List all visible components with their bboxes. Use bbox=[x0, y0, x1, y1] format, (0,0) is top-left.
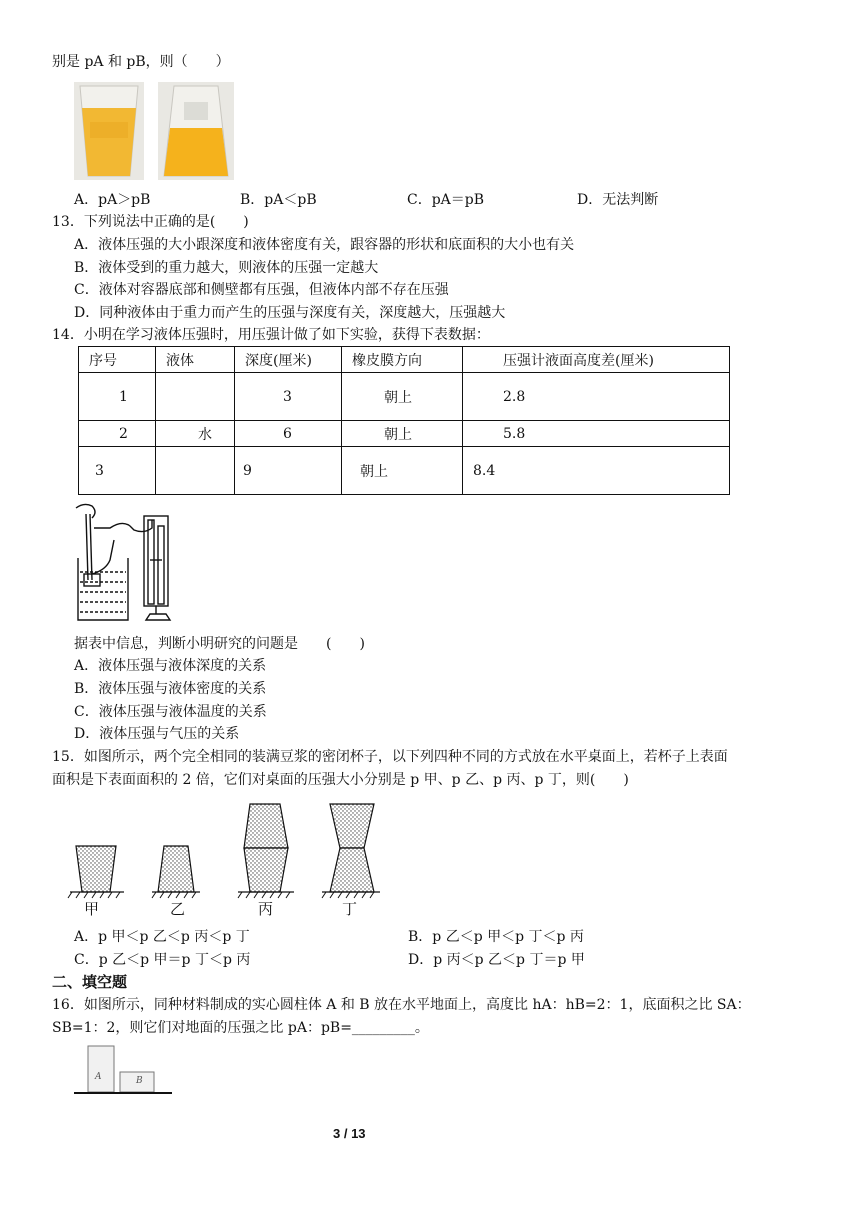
q12-stem-tail: 别是 pA 和 pB，则（ ） bbox=[52, 54, 230, 70]
table-cell: 6 bbox=[235, 421, 342, 447]
q13-option-a: A．液体压强的大小跟深度和液体密度有关，跟容器的形状和底面积的大小也有关 bbox=[74, 237, 575, 253]
table-cell: 朝上 bbox=[342, 373, 463, 421]
table-cell: 2 bbox=[79, 421, 156, 447]
table-cell bbox=[156, 447, 235, 495]
table-cell: 5.8 bbox=[463, 421, 730, 447]
pressure-gauge-figure bbox=[70, 500, 182, 626]
table-row bbox=[79, 447, 730, 495]
q14-stem: 14．小明在学习液体压强时，用压强计做了如下实验，获得下表数据： bbox=[52, 327, 490, 343]
cup-label-bing: 丙 bbox=[258, 900, 274, 918]
cylinder-a-label: A bbox=[95, 1072, 102, 1082]
q13-option-d: D．同种液体由于重力而产生的压强与深度有关，深度越大，压强越大 bbox=[74, 305, 506, 321]
cylinders-figure bbox=[72, 1044, 176, 1100]
section-heading: 二、填空题 bbox=[52, 973, 128, 991]
q15-option-b: B．p 乙＜p 甲＜p 丁＜p 丙 bbox=[408, 929, 584, 945]
table-header-row bbox=[79, 347, 730, 373]
q16-line2: SB=1：2，则它们对地面的压强之比 pA：pB=_________。 bbox=[52, 1020, 429, 1036]
cup-label-jia: 甲 bbox=[84, 900, 100, 918]
q14-option-a: A．液体压强与液体深度的关系 bbox=[74, 658, 267, 674]
q14-option-b: B．液体压强与液体密度的关系 bbox=[74, 681, 267, 697]
table-row bbox=[79, 373, 730, 421]
q12-option-c: C．pA＝pB bbox=[407, 192, 485, 208]
table-cell: 朝上 bbox=[342, 447, 463, 495]
cups-figure bbox=[60, 800, 390, 900]
table-header-cell: 深度(厘米) bbox=[235, 347, 342, 373]
q12-option-d: D．无法判断 bbox=[577, 192, 659, 208]
q14-option-c: C．液体压强与液体温度的关系 bbox=[74, 704, 267, 720]
q13-option-b: B．液体受到的重力越大，则液体的压强一定越大 bbox=[74, 260, 379, 276]
cup-label-yi: 乙 bbox=[170, 900, 186, 918]
q15-stem-line2: 面积是下表面面积的 2 倍，它们对桌面的压强大小分别是 p 甲、p 乙、p 丙、p 丁，则( ) bbox=[52, 772, 629, 788]
table-cell: 9 bbox=[235, 447, 342, 495]
q12-option-b: B．pA＜pB bbox=[240, 192, 317, 208]
cup-a-photo bbox=[74, 82, 144, 180]
q12-option-a: A．pA＞pB bbox=[74, 192, 151, 208]
q14-option-d: D．液体压强与气压的关系 bbox=[74, 726, 240, 742]
page-number: 3 / 13 bbox=[333, 1126, 366, 1141]
table-cell: 2.8 bbox=[463, 373, 730, 421]
table-header-cell: 压强计液面高度差(厘米) bbox=[463, 347, 730, 373]
q16-line1: 16．如图所示，同种材料制成的实心圆柱体 A 和 B 放在水平地面上，高度比 hA：hB=2：1，底面积之比 SA： bbox=[52, 997, 751, 1013]
table-row bbox=[79, 421, 730, 447]
cup-label-ding: 丁 bbox=[342, 900, 358, 918]
table-cell: 3 bbox=[79, 447, 156, 495]
q15-stem-line1: 15．如图所示，两个完全相同的装满豆浆的密闭杯子，以下列四种不同的方式放在水平桌面上，若杯子上表面 bbox=[52, 749, 728, 765]
q14-question: 据表中信息，判断小明研究的问题是 ( ) bbox=[74, 636, 365, 652]
table-cell: 8.4 bbox=[463, 447, 730, 495]
cup-b-photo bbox=[158, 82, 234, 180]
q15-option-d: D．p 丙＜p 乙＜p 丁＝p 甲 bbox=[408, 952, 585, 968]
q13-option-c: C．液体对容器底部和侧壁都有压强，但液体内部不存在压强 bbox=[74, 282, 449, 298]
table-cell: 1 bbox=[79, 373, 156, 421]
q14-data-table bbox=[78, 346, 730, 495]
cylinder-b-label: B bbox=[136, 1076, 143, 1086]
table-header-cell: 橡皮膜方向 bbox=[342, 347, 463, 373]
q15-option-c: C．p 乙＜p 甲＝p 丁＜p 丙 bbox=[74, 952, 251, 968]
q13-stem: 13．下列说法中正确的是( ) bbox=[52, 214, 249, 230]
table-cell: 水 bbox=[156, 421, 235, 447]
table-cell: 朝上 bbox=[342, 421, 463, 447]
table-header-cell: 液体 bbox=[156, 347, 235, 373]
table-header-cell: 序号 bbox=[79, 347, 156, 373]
table-cell bbox=[156, 373, 235, 421]
table-cell: 3 bbox=[235, 373, 342, 421]
q15-option-a: A．p 甲＜p 乙＜p 丙＜p 丁 bbox=[74, 929, 250, 945]
